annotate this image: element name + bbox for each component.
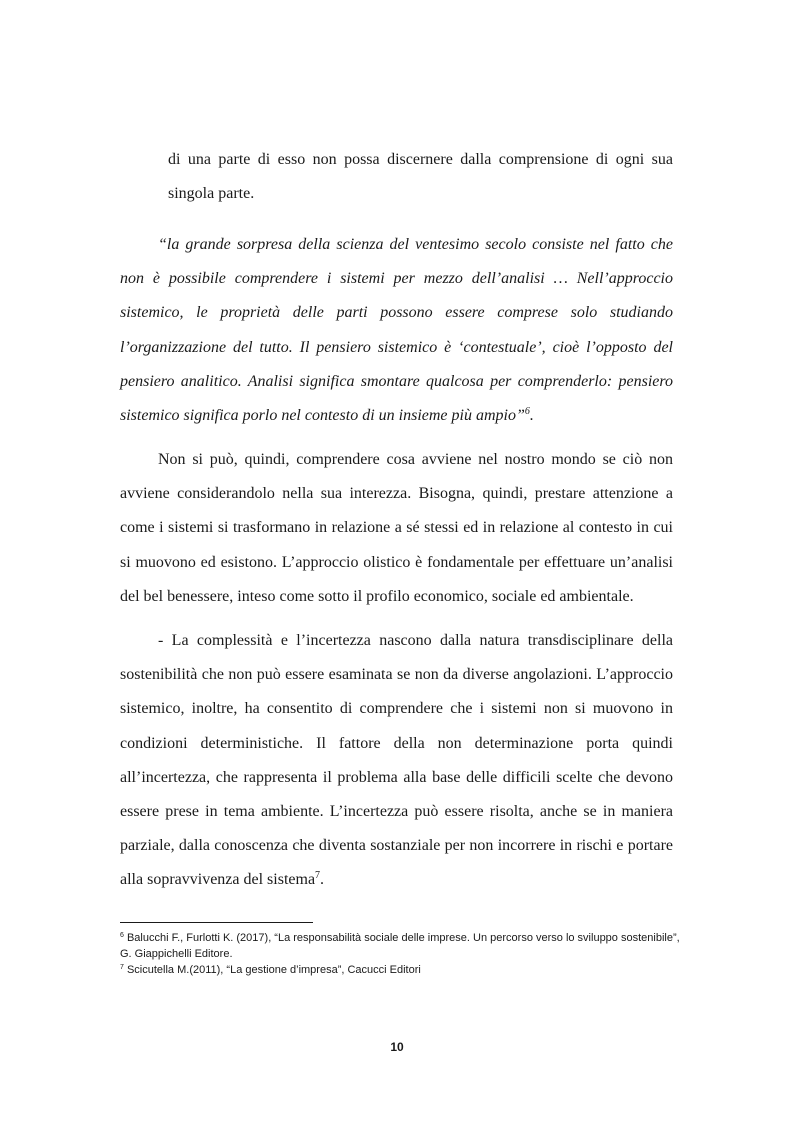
footnote-number: 7 — [120, 964, 124, 971]
page-number: 10 — [390, 1040, 404, 1054]
paragraph-2-text: - La complessità e l’incertezza nascono dalla natura transdisciplinare della sostenibilità che non può essere esaminata se non da diverse angolazioni. L’approccio sistemico, inoltre, ha consentito di comprendere che i sistemi non si muovono in condizioni deterministiche. Il fattore della non determinazione porta quindi all’incertezza, che rappresenta il problema alla base delle difficili scelte che devono essere prese in tema ambiente. L’incertezza può essere risolta, anche se in maniera parziale, dalla conoscenza che diventa sostanziale per non incorrere in rischi e portare alla sopravvivenza del sistema — [120, 632, 673, 889]
body-paragraph-1: Non si può, quindi, comprendere cosa avviene nel nostro mondo se ciò non avviene considerandolo nella sua interezza. Bisogna, quindi, prestare attenzione a come i sistemi si trasformano in relazione a sé stessi ed in relazione al contesto in cui si muovono ed esistono. L’approccio olistico è fondamentale per effettuare un’analisi del bel benessere, inteso come sotto il profilo economico, sociale ed ambientale. — [120, 451, 673, 605]
footnotes — [120, 930, 680, 978]
continuation-paragraph: di una parte di esso non possa discernere dalla comprensione di ogni sua singola parte. — [168, 151, 673, 203]
block-quote — [120, 228, 673, 433]
footnote-separator — [120, 922, 313, 923]
footnote-text: Scicutella M.(2011), “La gestione d’impresa”, Cacucci Editori — [126, 964, 421, 976]
footnote-text: Balucchi F., Furlotti K. (2017), “La responsabilità sociale delle imprese. Un percorso verso lo sviluppo sostenibile”, G. Giappichelli Editore. — [120, 932, 680, 960]
footnote-ref-7: 7 — [315, 870, 321, 882]
footnote-number: 6 — [120, 932, 124, 939]
footnote-ref-6: 6 — [524, 406, 530, 418]
quote-text: “la grande sorpresa della scienza del ventesimo secolo consiste nel fatto che non è possibile comprendere i sistemi per mezzo dell’analisi … Nell’approccio sistemico, le proprietà delle parti possono essere comprese solo studiando l’organizzazione del tutto. Il pensiero sistemico è ‘contestuale’, cioè l’opposto del pensiero analitico. Analisi significa smontare qualcosa per comprenderlo: pensiero sistemico significa porlo nel contesto di un insieme più ampio” — [120, 236, 673, 425]
footnote-6 — [120, 930, 680, 962]
paragraph-2-end-punct: . — [320, 871, 325, 889]
footnote-7 — [120, 962, 680, 978]
body-paragraph-2 — [120, 624, 673, 898]
quote-end-punct: . — [529, 407, 534, 425]
